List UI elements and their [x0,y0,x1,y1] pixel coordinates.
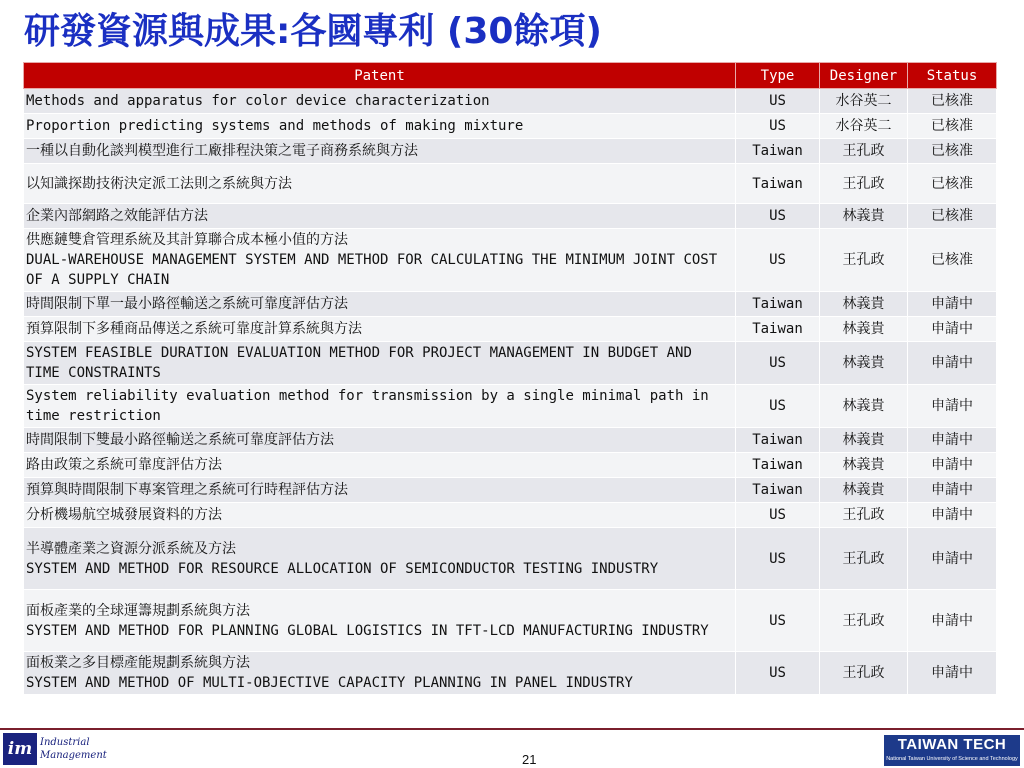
designer-cell: 林義貴 [820,204,908,229]
designer-cell: 林義貴 [820,453,908,478]
column-header-patent: Patent [24,63,736,89]
designer-cell: 王孔政 [820,503,908,528]
patent-title-line: SYSTEM AND METHOD FOR PLANNING GLOBAL LOGISTICS IN TFT-LCD MANUFACTURING INDUSTRY [26,622,709,639]
patent-title-line: 面板產業的全球運籌規劃系統與方法 [26,602,250,619]
table-row [24,385,997,428]
type-cell: Taiwan [736,428,820,453]
status-cell: 申請中 [908,385,997,428]
patent-title-line: 以知識探勘技術決定派工法則之系統與方法 [26,175,292,192]
status-cell: 已核准 [908,114,997,139]
status-cell: 申請中 [908,342,997,385]
patent-cell [24,317,736,342]
status-cell: 已核准 [908,164,997,204]
patent-cell [24,89,736,114]
patent-title-line: 半導體產業之資源分派系統及方法 [26,540,236,557]
designer-cell: 王孔政 [820,139,908,164]
status-cell: 申請中 [908,453,997,478]
designer-cell: 林義貴 [820,428,908,453]
status-cell: 已核准 [908,204,997,229]
designer-cell: 林義貴 [820,385,908,428]
type-cell: US [736,590,820,652]
patent-title-line: System reliability evaluation method for transmission by a single minimal path in time restriction [26,388,709,424]
patent-table [23,62,997,695]
table-row [24,139,997,164]
patent-title-line: 面板業之多目標產能規劃系統與方法 [26,655,250,671]
table-header-row [24,63,997,89]
patent-cell [24,342,736,385]
patent-cell [24,114,736,139]
patent-cell [24,139,736,164]
type-cell: Taiwan [736,292,820,317]
patent-title-line: SYSTEM AND METHOD FOR RESOURCE ALLOCATION OF SEMICONDUCTOR TESTING INDUSTRY [26,560,659,577]
column-header-designer: Designer [820,63,908,89]
status-cell: 申請中 [908,317,997,342]
patent-cell [24,164,736,204]
status-cell: 申請中 [908,503,997,528]
type-cell: US [736,503,820,528]
table-body [24,89,997,695]
table-row [24,503,997,528]
designer-cell: 王孔政 [820,590,908,652]
footer-divider [0,728,1024,730]
designer-cell: 林義貴 [820,342,908,385]
patent-cell [24,528,736,590]
patent-title-line: 預算限制下多種商品傳送之系統可靠度計算系統與方法 [26,321,362,337]
patent-title-line: 時間限制下單一最小路徑輸送之系統可靠度評估方法 [26,296,348,312]
taiwan-tech-logo-text: TAIWAN TECH [897,736,1007,753]
patent-title-line: 分析機場航空城發展資料的方法 [26,507,222,523]
type-cell: US [736,114,820,139]
type-cell: US [736,204,820,229]
designer-cell: 王孔政 [820,164,908,204]
patent-cell [24,385,736,428]
type-cell: US [736,385,820,428]
designer-cell: 林義貴 [820,292,908,317]
designer-cell: 王孔政 [820,528,908,590]
column-header-status: Status [908,63,997,89]
page-number: 21 [522,752,537,767]
status-cell: 申請中 [908,292,997,317]
patent-title-line: SYSTEM FEASIBLE DURATION EVALUATION METHOD FOR PROJECT MANAGEMENT IN BUDGET AND TIME CONSTRAINTS [26,345,692,381]
patent-title-line: Proportion predicting systems and methods of making mixture [26,118,524,134]
table-row [24,590,997,652]
type-cell: US [736,89,820,114]
designer-cell: 王孔政 [820,229,908,292]
patent-cell [24,428,736,453]
designer-cell: 水谷英二 [820,89,908,114]
designer-cell: 林義貴 [820,317,908,342]
type-cell: US [736,342,820,385]
patent-title-line: 路由政策之系統可靠度評估方法 [26,457,222,473]
table-row [24,528,997,590]
slide-title: 研發資源與成果:各國專利 (30餘項) [24,11,602,52]
patent-cell [24,229,736,292]
designer-cell: 王孔政 [820,652,908,695]
table-row [24,114,997,139]
table-row [24,652,997,695]
table-row [24,317,997,342]
table-row [24,204,997,229]
patent-title-line: 預算與時間限制下專案管理之系統可行時程評估方法 [26,482,348,498]
type-cell: US [736,652,820,695]
status-cell: 已核准 [908,89,997,114]
patent-cell [24,204,736,229]
industrial-management-logo [3,733,111,767]
logo-text-line-2: Management [40,750,107,761]
patent-title-line: SYSTEM AND METHOD OF MULTI-OBJECTIVE CAPACITY PLANNING IN PANEL INDUSTRY [26,675,633,691]
type-cell: Taiwan [736,317,820,342]
table-row [24,292,997,317]
status-cell: 申請中 [908,528,997,590]
patent-title-line: 供應鏈雙倉管理系統及其計算聯合成本極小值的方法 [26,232,348,248]
table-row [24,453,997,478]
type-cell: US [736,229,820,292]
taiwan-tech-logo-subtext: National Taiwan University of Science and Technology [886,756,1018,762]
logo-text-line-1: Industrial [40,737,90,748]
table-row [24,478,997,503]
patent-cell [24,503,736,528]
table-row [24,164,997,204]
patent-title-line: 時間限制下雙最小路徑輸送之系統可靠度評估方法 [26,432,334,448]
type-cell: Taiwan [736,453,820,478]
status-cell: 申請中 [908,590,997,652]
column-header-type: Type [736,63,820,89]
table-row [24,428,997,453]
table-row [24,229,997,292]
patent-title-line: DUAL-WAREHOUSE MANAGEMENT SYSTEM AND METHOD FOR CALCULATING THE MINIMUM JOINT COST OF A SUPPLY CHAIN [26,252,718,288]
im-logo-mark: im [3,733,37,765]
type-cell: Taiwan [736,139,820,164]
type-cell: Taiwan [736,478,820,503]
patent-cell [24,478,736,503]
patent-cell [24,292,736,317]
table-row [24,89,997,114]
status-cell: 申請中 [908,478,997,503]
status-cell: 已核准 [908,139,997,164]
designer-cell: 水谷英二 [820,114,908,139]
patent-title-line: 一種以自動化談判模型進行工廠排程決策之電子商務系統與方法 [26,143,418,159]
status-cell: 已核准 [908,229,997,292]
status-cell: 申請中 [908,652,997,695]
designer-cell: 林義貴 [820,478,908,503]
patent-cell [24,652,736,695]
patent-title-line: Methods and apparatus for color device characterization [26,93,490,109]
patent-title-line: 企業內部網路之效能評估方法 [26,208,208,224]
status-cell: 申請中 [908,428,997,453]
type-cell: US [736,528,820,590]
patent-cell [24,453,736,478]
table-row [24,342,997,385]
type-cell: Taiwan [736,164,820,204]
taiwan-tech-logo [884,735,1020,766]
patent-cell [24,590,736,652]
